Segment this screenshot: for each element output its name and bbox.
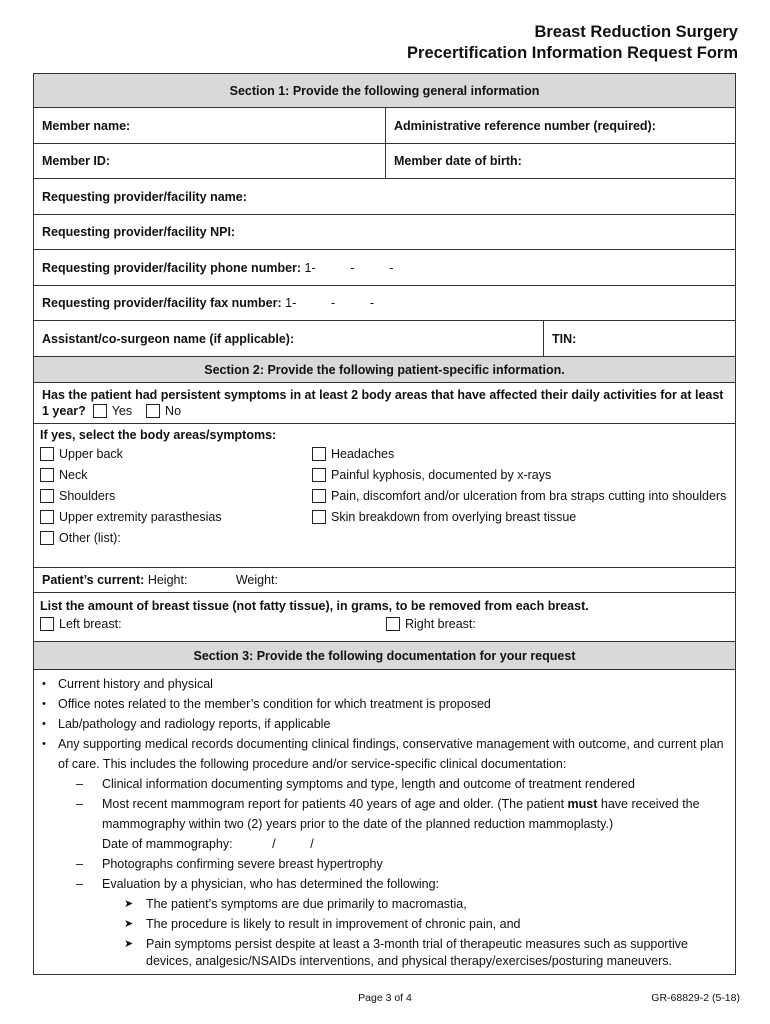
other-label: Other (list): (59, 531, 121, 545)
height-label: Height: (147, 573, 188, 587)
evaluation-criterion: ➤ The procedure is likely to result in improvement of chronic pain, and (146, 914, 727, 934)
provider-npi-row (34, 215, 735, 250)
upper-back-label: Upper back (59, 447, 123, 461)
evaluation-text: Evaluation by a physician, who has determined the following: (102, 877, 440, 891)
patient-current-label: Patient’s current: (42, 573, 145, 587)
left-breast-label: Left breast: (59, 617, 122, 631)
member-name-field[interactable] (34, 108, 385, 143)
tissue-row (34, 593, 735, 642)
page-number: Page 3 of 4 (358, 992, 412, 1004)
symptom-neck[interactable] (40, 468, 312, 482)
shoulders-checkbox[interactable] (40, 489, 54, 503)
mammogram-text-a: Most recent mammogram report for patients 40 years of age and older. (The patient (102, 797, 565, 811)
provider-name-row (34, 179, 735, 215)
assistant-field[interactable] (34, 321, 543, 356)
section2-heading-text: Section 2: Provide the following patient-specific information. (204, 362, 565, 377)
provider-fax-mask: 1- - - (285, 296, 375, 310)
member-id-field[interactable] (34, 144, 385, 178)
right-breast-field[interactable] (386, 617, 476, 631)
persistent-symptoms-text: Has the patient had persistent symptoms in at least 2 body areas that have affected their daily activities for at least 1 year? (42, 388, 724, 418)
no-label: No (165, 404, 182, 418)
bra-straps-label: Pain, discomfort and/or ulceration from bra straps cutting into shoulders (331, 489, 727, 503)
documentation-row (34, 670, 735, 974)
skin-breakdown-label: Skin breakdown from overlying breast tissue (331, 510, 577, 524)
left-breast-checkbox[interactable] (40, 617, 54, 631)
doc-item: • Lab/pathology and radiology reports, if applicable (58, 714, 727, 734)
evaluation-criterion: ➤ Pain symptoms persist despite at least a 3-month trial of therapeutic measures such as supportive devices, analgesic/NSAIDs interventions, and physical therapy/exercises/posturing maneuvers. (146, 934, 727, 970)
symptoms-row (34, 424, 735, 568)
patient-current-field[interactable] (34, 568, 286, 592)
symptom-headaches[interactable] (312, 447, 735, 461)
evaluation-criteria-list (102, 894, 727, 970)
tissue-prompt: List the amount of breast tissue (not fatty tissue), in grams, to be removed from each breast. (40, 599, 589, 613)
section1-heading (34, 74, 735, 108)
symptom-bra-straps[interactable] (312, 489, 735, 503)
no-checkbox[interactable] (146, 404, 160, 418)
member-dob-label: Member date of birth: (394, 154, 522, 168)
mammogram-date-field[interactable] (102, 834, 727, 854)
doc-item-text: Any supporting medical records documenting clinical findings, conservative management with outcome, and current plan of care. This includes the following procedure and/or service-specific clinical documentation: (58, 737, 724, 771)
mammogram-date-mask: / / (272, 837, 314, 851)
bra-straps-checkbox[interactable] (312, 489, 326, 503)
provider-fax-label: Requesting provider/facility fax number: (42, 296, 282, 310)
precert-form (33, 73, 736, 975)
kyphosis-label: Painful kyphosis, documented by x-rays (331, 468, 552, 482)
provider-fax-field[interactable] (34, 286, 382, 320)
symptom-parasthesias[interactable] (40, 510, 312, 524)
provider-fax-row (34, 286, 735, 321)
symptoms-grid (34, 444, 735, 549)
other-checkbox[interactable] (40, 531, 54, 545)
tin-label: TIN: (552, 331, 577, 346)
clinical-doc-item (102, 794, 727, 854)
assistant-label: Assistant/co-surgeon name (if applicable): (42, 331, 295, 346)
clinical-doc-item (102, 874, 727, 970)
evaluation-criterion: ➤ The patient’s symptoms are due primarily to macromastia, (146, 894, 727, 914)
neck-checkbox[interactable] (40, 468, 54, 482)
provider-npi-field[interactable] (34, 215, 243, 249)
yes-checkbox[interactable] (93, 404, 107, 418)
yes-label: Yes (111, 404, 133, 418)
admin-ref-label: Administrative reference number (required): (394, 118, 656, 133)
neck-label: Neck (59, 468, 88, 482)
form-title-line1: Breast Reduction Surgery (534, 23, 738, 41)
section3-heading (34, 642, 735, 670)
section3-heading-text: Section 3: Provide the following documentation for your request (193, 648, 576, 663)
patient-current-row (34, 568, 735, 593)
form-title-line2: Precertification Information Request Form (407, 44, 738, 62)
provider-phone-row (34, 250, 735, 286)
mammogram-must: must (567, 797, 598, 811)
clinical-doc-item: – Clinical information documenting symptoms and type, length and outcome of treatment rendered (102, 774, 727, 794)
skin-breakdown-checkbox[interactable] (312, 510, 326, 524)
parasthesias-checkbox[interactable] (40, 510, 54, 524)
shoulders-label: Shoulders (59, 489, 116, 503)
doc-item (58, 734, 727, 970)
provider-phone-field[interactable] (34, 250, 401, 285)
kyphosis-checkbox[interactable] (312, 468, 326, 482)
provider-name-label: Requesting provider/facility name: (42, 189, 247, 204)
right-breast-checkbox[interactable] (386, 617, 400, 631)
parasthesias-label: Upper extremity parasthesias (59, 510, 222, 524)
member-id-label: Member ID: (42, 154, 111, 168)
mammogram-text-b: have received the mammography within two (2) years prior to the date of the planned reduction mammoplasty.) (102, 797, 700, 831)
section2-heading (34, 357, 735, 383)
symptom-kyphosis[interactable] (312, 468, 735, 482)
headaches-checkbox[interactable] (312, 447, 326, 461)
form-code: GR-68829-2 (5-18) (651, 992, 740, 1004)
clinical-doc-item: – Photographs confirming severe breast hypertrophy (102, 854, 727, 874)
symptoms-prompt: If yes, select the body areas/symptoms: (40, 428, 277, 442)
provider-name-field[interactable] (34, 179, 255, 214)
provider-phone-mask: 1- - - (304, 260, 394, 275)
assistant-row (34, 321, 735, 357)
headaches-label: Headaches (331, 447, 395, 461)
mammogram-date-label: Date of mammography: (102, 837, 233, 851)
symptom-other[interactable] (40, 531, 312, 545)
member-dob-field[interactable] (385, 144, 735, 178)
symptom-shoulders[interactable] (40, 489, 312, 503)
provider-phone-label: Requesting provider/facility phone number: (42, 260, 302, 275)
form-header (407, 22, 738, 64)
section1-heading-text: Section 1: Provide the following general information (229, 83, 540, 98)
provider-npi-label: Requesting provider/facility NPI: (42, 225, 236, 239)
symptom-skin-breakdown[interactable] (312, 510, 735, 524)
persistent-symptoms-question (34, 383, 735, 423)
member-id-row (34, 144, 735, 179)
persistent-symptoms-row (34, 383, 735, 424)
weight-label: Weight: (235, 573, 278, 587)
tin-field[interactable] (543, 321, 735, 356)
member-row (34, 108, 735, 144)
member-name-label: Member name: (42, 118, 131, 133)
clinical-doc-list (58, 774, 727, 970)
doc-item: • Current history and physical (58, 674, 727, 694)
admin-ref-field[interactable] (385, 108, 735, 143)
doc-item: • Office notes related to the member’s condition for which treatment is proposed (58, 694, 727, 714)
tissue-fields (34, 617, 735, 631)
upper-back-checkbox[interactable] (40, 447, 54, 461)
documentation-list (34, 670, 735, 972)
right-breast-label: Right breast: (405, 617, 476, 631)
symptom-upper-back[interactable] (40, 447, 312, 461)
left-breast-field[interactable] (40, 617, 386, 631)
